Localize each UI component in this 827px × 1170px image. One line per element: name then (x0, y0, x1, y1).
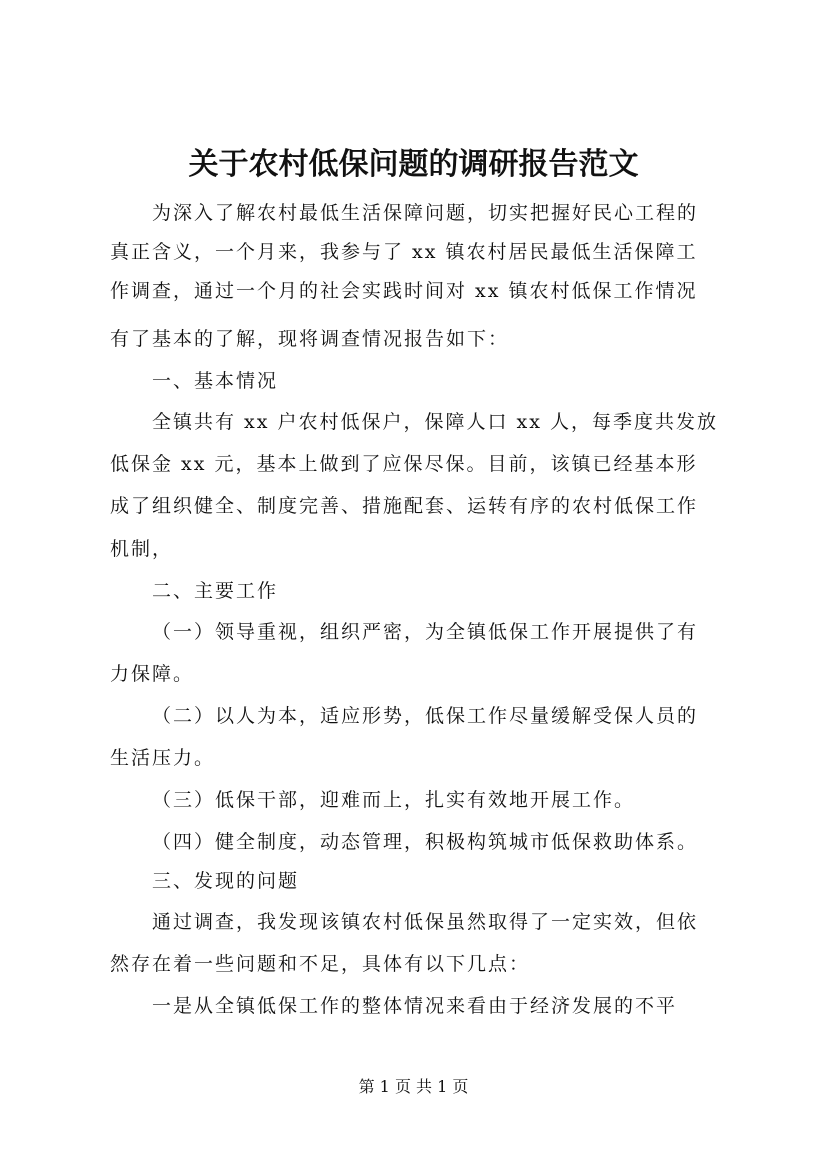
page-footer: 第 1 页 共 1 页 (358, 1077, 469, 1096)
paragraph-line: 机制， (110, 538, 174, 560)
paragraph-line: 然存在着一些问题和不足，具体有以下几点： (110, 953, 531, 975)
paragraph-line: （四）健全制度，动态管理，积极构筑城市低保救助体系。 (152, 831, 699, 853)
paragraph-line: 通过调查，我发现该镇农村低保虽然取得了一定实效，但依 (152, 911, 699, 933)
paragraph-line: 有了基本的了解，现将调查情况报告如下： (110, 328, 510, 350)
paragraph-line: 真正含义，一个月来，我参与了 xx 镇农村居民最低生活保障工 (110, 241, 698, 263)
paragraph-line: 一是从全镇低保工作的整体情况来看由于经济发展的不平 (152, 995, 678, 1017)
paragraph-line: （二）以人为本，适应形势，低保工作尽量缓解受保人员的 (152, 705, 699, 727)
paragraph-line: 为深入了解农村最低生活保障问题，切实把握好民心工程的 (152, 202, 699, 224)
paragraph-line: 力保障。 (110, 663, 195, 685)
paragraph-line: 全镇共有 xx 户农村低保户，保障人口 xx 人，每季度共发放 (152, 411, 719, 433)
section-heading: 一、基本情况 (152, 370, 279, 392)
section-heading: 二、主要工作 (152, 580, 279, 602)
document-title: 关于农村低保问题的调研报告范文 (188, 147, 639, 182)
section-heading: 三、发现的问题 (152, 870, 300, 892)
paragraph-line: 作调查，通过一个月的社会实践时间对 xx 镇农村低保工作情况 (110, 280, 698, 302)
paragraph-line: （一）领导重视，组织严密，为全镇低保工作开展提供了有 (152, 621, 699, 643)
paragraph-line: 生活压力。 (110, 747, 216, 769)
paragraph-line: （三）低保干部，迎难而上，扎实有效地开展工作。 (152, 789, 636, 811)
paragraph-line: 低保金 xx 元，基本上做到了应保尽保。目前，该镇已经基本形 (110, 453, 698, 475)
paragraph-line: 成了组织健全、制度完善、措施配套、运转有序的农村低保工作 (110, 495, 699, 517)
